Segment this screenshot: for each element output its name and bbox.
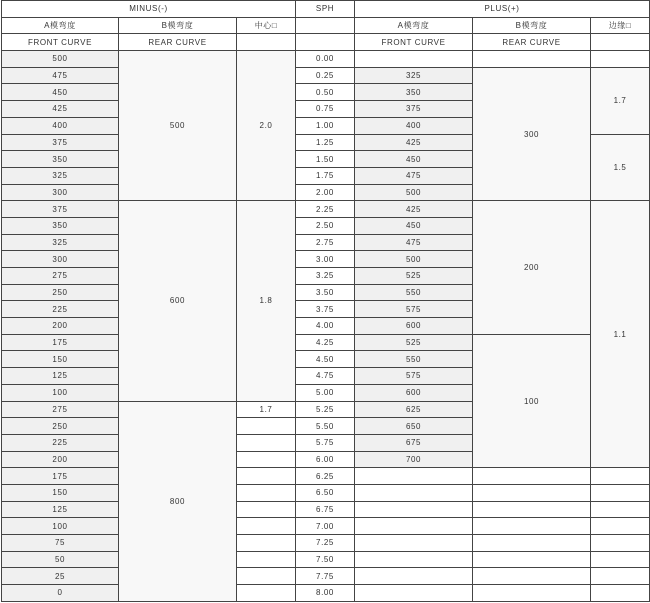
sph-value-cell: 1.75 [296,167,355,184]
sph-value-cell: 7.25 [296,535,355,552]
sph-value-cell: 7.75 [296,568,355,585]
minus-front-curve-cell: 375 [2,201,119,218]
edge-thickness-cell: 1.1 [591,201,650,468]
sph-value-cell: 2.75 [296,234,355,251]
minus-front-curve-cell: 350 [2,151,119,168]
minus-front-curve-cell: 75 [2,535,119,552]
minus-front-curve-cell: 175 [2,334,119,351]
plus-rear-curve-cell [473,518,591,535]
center-thickness-cell [237,551,296,568]
minus-front-curve-cell: 225 [2,301,119,318]
minus-front-curve-cell: 175 [2,468,119,485]
table-row [2,484,650,501]
table-row [2,201,650,218]
edge-thickness-cell: 1.5 [591,134,650,201]
plus-front-curve-cell: 450 [355,151,473,168]
edge-thickness-cell [591,484,650,501]
plus-front-curve-cell [355,51,473,68]
minus-front-curve-cell: 500 [2,51,119,68]
center-thickness-cell: 2.0 [237,51,296,201]
plus-front-curve-cell: 500 [355,184,473,201]
plus-front-curve-cell: 575 [355,368,473,385]
lens-curve-table [1,0,650,602]
edge-thickness-cell [591,585,650,602]
edge-thickness-header: 边缘□ [591,17,650,34]
center-thickness-header: 中心□ [237,17,296,34]
table-row [2,67,650,84]
minus-front-curve-cell: 400 [2,117,119,134]
plus-front-curve-cell: 475 [355,234,473,251]
table-row [2,535,650,552]
plus-b-curve-header: B模弯度 [473,17,591,34]
sph-value-cell: 2.50 [296,217,355,234]
plus-rear-curve-cell [473,551,591,568]
minus-front-curve-cell: 125 [2,501,119,518]
table-row [2,468,650,485]
sph-value-cell: 5.75 [296,434,355,451]
minus-rear-curve-cell: 500 [119,51,237,201]
plus-front-curve-cell: 325 [355,67,473,84]
plus-front-curve-cell: 425 [355,201,473,218]
plus-front-curve-cell: 350 [355,84,473,101]
plus-front-curve-cell [355,501,473,518]
minus-front-curve-cell: 25 [2,568,119,585]
plus-rear-curve-cell [473,501,591,518]
minus-header: MINUS(-) [2,1,296,18]
sph-value-cell: 4.75 [296,368,355,385]
minus-front-curve-cell: 200 [2,318,119,335]
sph-value-cell: 2.00 [296,184,355,201]
center-thickness-cell [237,468,296,485]
plus-rear-curve-cell [473,535,591,552]
table-row [2,51,650,68]
plus-front-curve-cell [355,568,473,585]
plus-front-curve-cell [355,484,473,501]
minus-front-curve-cell: 325 [2,234,119,251]
sph-value-cell: 5.25 [296,401,355,418]
plus-front-curve-cell: 500 [355,251,473,268]
plus-rear-curve-cell [473,51,591,68]
minus-front-curve-cell: 225 [2,434,119,451]
table-row [2,334,650,351]
plus-rear-curve-cell [473,568,591,585]
minus-front-curve-cell: 250 [2,284,119,301]
sph-value-cell: 6.00 [296,451,355,468]
sph-value-cell: 7.00 [296,518,355,535]
sph-value-cell: 7.50 [296,551,355,568]
minus-a-curve-header: A模弯度 [2,17,119,34]
edge-thickness-cell [591,535,650,552]
sph-value-cell: 4.00 [296,318,355,335]
plus-rear-curve-cell: 200 [473,201,591,335]
sph-value-cell: 5.50 [296,418,355,435]
minus-b-curve-header: B模弯度 [119,17,237,34]
sph-value-cell: 2.25 [296,201,355,218]
minus-front-curve-cell: 475 [2,67,119,84]
minus-front-curve-cell: 150 [2,484,119,501]
center-blank-header [237,34,296,51]
minus-front-curve-cell: 200 [2,451,119,468]
minus-rear-curve-cell: 600 [119,201,237,401]
minus-front-curve-cell: 425 [2,101,119,118]
minus-front-curve-header: FRONT CURVE [2,34,119,51]
minus-front-curve-cell: 450 [2,84,119,101]
sph-value-cell: 4.50 [296,351,355,368]
minus-front-curve-cell: 275 [2,401,119,418]
plus-header: PLUS(+) [355,1,650,18]
sph-value-cell: 8.00 [296,585,355,602]
plus-front-curve-cell [355,518,473,535]
plus-front-curve-cell [355,585,473,602]
sph-value-cell: 0.50 [296,84,355,101]
sph-value-cell: 3.25 [296,268,355,285]
minus-front-curve-cell: 100 [2,518,119,535]
center-thickness-cell [237,451,296,468]
plus-a-curve-header: A模弯度 [355,17,473,34]
plus-front-curve-cell: 600 [355,384,473,401]
sph-blank-header [296,17,355,34]
sph-header: SPH [296,1,355,18]
table-row [2,551,650,568]
plus-front-curve-cell: 400 [355,117,473,134]
minus-front-curve-cell: 300 [2,184,119,201]
minus-front-curve-cell: 150 [2,351,119,368]
minus-front-curve-cell: 250 [2,418,119,435]
center-thickness-cell [237,568,296,585]
sph-value-cell: 0.25 [296,67,355,84]
sph-value-cell: 3.00 [296,251,355,268]
minus-front-curve-cell: 275 [2,268,119,285]
sph-value-cell: 6.75 [296,501,355,518]
table-row [2,568,650,585]
minus-front-curve-cell: 0 [2,585,119,602]
plus-front-curve-header: FRONT CURVE [355,34,473,51]
plus-front-curve-cell [355,468,473,485]
minus-rear-curve-header: REAR CURVE [119,34,237,51]
plus-front-curve-cell: 425 [355,134,473,151]
edge-thickness-cell [591,568,650,585]
center-thickness-cell [237,418,296,435]
center-thickness-cell [237,518,296,535]
header-row-english [2,34,650,51]
header-row-curve-names [2,17,650,34]
sph-value-cell: 1.50 [296,151,355,168]
center-thickness-cell: 1.8 [237,201,296,401]
sph-value-cell: 3.75 [296,301,355,318]
sph-blank-header-2 [296,34,355,51]
plus-front-curve-cell: 450 [355,217,473,234]
plus-front-curve-cell [355,535,473,552]
sph-value-cell: 1.00 [296,117,355,134]
minus-front-curve-cell: 125 [2,368,119,385]
plus-front-curve-cell: 600 [355,318,473,335]
minus-front-curve-cell: 300 [2,251,119,268]
edge-blank-header [591,34,650,51]
center-thickness-cell [237,501,296,518]
center-thickness-cell [237,535,296,552]
plus-rear-curve-cell: 300 [473,67,591,201]
edge-thickness-cell [591,501,650,518]
edge-thickness-cell [591,51,650,68]
plus-front-curve-cell: 700 [355,451,473,468]
sph-value-cell: 6.50 [296,484,355,501]
sph-value-cell: 1.25 [296,134,355,151]
sph-value-cell: 0.75 [296,101,355,118]
center-thickness-cell: 1.7 [237,401,296,418]
sph-value-cell: 3.50 [296,284,355,301]
plus-front-curve-cell: 550 [355,351,473,368]
center-thickness-cell [237,585,296,602]
edge-thickness-cell [591,518,650,535]
table-row [2,501,650,518]
minus-front-curve-cell: 50 [2,551,119,568]
plus-rear-curve-cell [473,468,591,485]
sph-value-cell: 6.25 [296,468,355,485]
edge-thickness-cell: 1.7 [591,67,650,134]
minus-front-curve-cell: 100 [2,384,119,401]
plus-front-curve-cell: 525 [355,334,473,351]
table-row [2,585,650,602]
sph-value-cell: 5.00 [296,384,355,401]
table-row [2,518,650,535]
edge-thickness-cell [591,468,650,485]
plus-front-curve-cell: 550 [355,284,473,301]
center-thickness-cell [237,434,296,451]
plus-rear-curve-cell [473,585,591,602]
plus-front-curve-cell: 650 [355,418,473,435]
plus-front-curve-cell [355,551,473,568]
plus-rear-curve-cell [473,484,591,501]
sph-value-cell: 0.00 [296,51,355,68]
center-thickness-cell [237,484,296,501]
minus-front-curve-cell: 375 [2,134,119,151]
plus-rear-curve-cell: 100 [473,334,591,468]
plus-front-curve-cell: 525 [355,268,473,285]
edge-thickness-cell [591,551,650,568]
plus-front-curve-cell: 375 [355,101,473,118]
minus-front-curve-cell: 325 [2,167,119,184]
plus-front-curve-cell: 475 [355,167,473,184]
plus-rear-curve-header: REAR CURVE [473,34,591,51]
header-row-group [2,1,650,18]
plus-front-curve-cell: 575 [355,301,473,318]
plus-front-curve-cell: 675 [355,434,473,451]
minus-front-curve-cell: 350 [2,217,119,234]
sph-value-cell: 4.25 [296,334,355,351]
plus-front-curve-cell: 625 [355,401,473,418]
minus-rear-curve-cell: 800 [119,401,237,601]
